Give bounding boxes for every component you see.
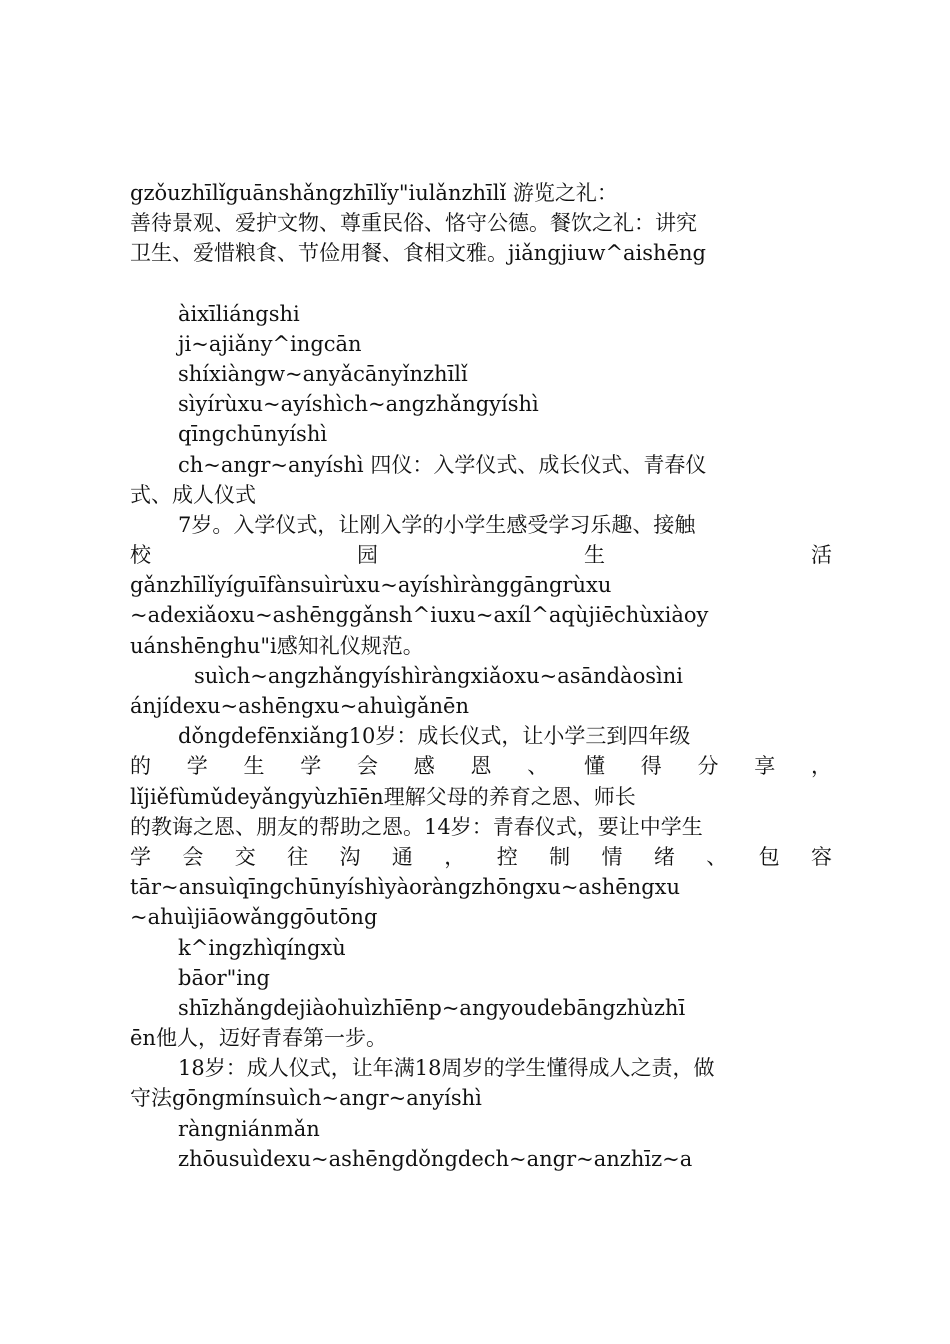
text-line: 的学生学会感恩、懂得分享， xyxy=(130,754,832,779)
text-line: 卫生、爱惜粮食、节俭用餐、食相文雅。jiǎngjiuw^aishēng xyxy=(130,241,706,266)
document-body xyxy=(130,178,832,1174)
text-line: 式、成人仪式 xyxy=(130,482,256,507)
text-line: bāor"ing xyxy=(178,965,270,990)
text-line: zhōusuìdexu~ashēngdǒngdech~angr~anzhīz~a xyxy=(178,1146,693,1171)
text-line: 善待景观、爱护文物、尊重民俗、恪守公德。餐饮之礼：讲究 xyxy=(130,211,697,236)
text-line: 校园生活 xyxy=(130,543,832,568)
text-line: ēn他人，迈好青春第一步。 xyxy=(130,1026,387,1051)
text-line: 18岁：成人仪式，让年满18周岁的学生懂得成人之责，做 xyxy=(178,1056,715,1081)
text-line: gzǒuzhīlǐguānshǎngzhīlǐy"iulǎnzhīlǐ 游览之礼： xyxy=(130,181,618,205)
blank-line xyxy=(130,269,832,299)
text-line: lǐjiěfùmǔdeyǎngyùzhīēn理解父母的养育之恩、师长 xyxy=(130,784,636,809)
text-line: àixīliángshi xyxy=(178,301,300,326)
text-line: 学会交往沟通，控制情绪、包容 xyxy=(130,844,832,869)
text-line: sìyírùxu~ayíshìch~angzhǎngyíshì xyxy=(178,392,539,417)
text-line: ~ahuìjiāowǎnggōutōng xyxy=(130,905,378,930)
text-line: qīngchūnyíshì xyxy=(178,422,328,447)
text-line: ~adexiǎoxu~ashēnggǎnsh^iuxu~axíl^aqùjiēchùxiàoy xyxy=(130,603,709,628)
text-line: ràngniánmǎn xyxy=(178,1116,320,1141)
text-line: 7岁。入学仪式，让刚入学的小学生感受学习乐趣、接触 xyxy=(178,512,696,537)
text-line: 守法gōngmínsuìch~angr~anyíshì xyxy=(130,1086,482,1111)
text-line: shíxiàngw~anyǎcānyǐnzhīlǐ xyxy=(178,361,468,386)
text-line: ánjídexu~ashēngxu~ahuìgǎnēn xyxy=(130,694,470,718)
text-line: dǒngdefēnxiǎng10岁：成长仪式，让小学三到四年级 xyxy=(178,724,691,749)
text-line: uánshēnghu"i感知礼仪规范。 xyxy=(130,633,424,658)
text-line: shīzhǎngdejiàohuìzhīēnp~angyoudebāngzhùzhī xyxy=(178,995,686,1020)
text-line: gǎnzhīlǐyíguīfànsuìrùxu~ayíshìrànggāngrùxu xyxy=(130,573,612,598)
text-line: tār~ansuìqīngchūnyíshìyàoràngzhōngxu~ashēngxu xyxy=(130,875,681,900)
text-line: ch~angr~anyíshì 四仪：入学仪式、成长仪式、青春仪 xyxy=(178,452,707,477)
text-line: 的教诲之恩、朋友的帮助之恩。14岁：青春仪式，要让中学生 xyxy=(130,814,703,839)
text-line: k^ingzhìqíngxù xyxy=(178,935,346,960)
text-line: suìch~angzhǎngyíshìràngxiǎoxu~asāndàosìni xyxy=(194,663,683,688)
text-line: ji~ajiǎny^ingcān xyxy=(178,331,362,356)
